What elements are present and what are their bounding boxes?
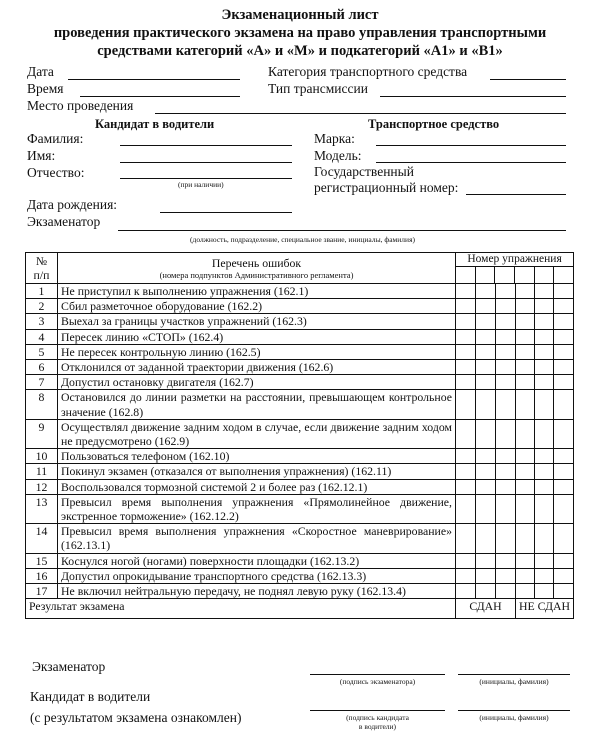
- exercise-mark-cell[interactable]: [535, 314, 554, 329]
- col-num-line2: п/п: [33, 268, 50, 282]
- exercise-mark-cell[interactable]: [476, 299, 496, 314]
- exercise-mark-cell[interactable]: [554, 494, 574, 523]
- name-field[interactable]: [120, 162, 292, 163]
- exercise-mark-cell[interactable]: [456, 584, 476, 599]
- exercise-mark-cell[interactable]: [496, 344, 516, 359]
- exercise-mark-cell[interactable]: [554, 314, 574, 329]
- candidate-initials-caption: (инициалы, фамилия): [479, 713, 549, 722]
- model-field[interactable]: [376, 162, 566, 163]
- examiner-initials-field[interactable]: [458, 674, 570, 675]
- table-row: [26, 479, 574, 494]
- exercise-mark-cell[interactable]: [516, 584, 535, 599]
- exercise-mark-cell[interactable]: [535, 284, 554, 299]
- exercise-mark-cell[interactable]: [535, 449, 554, 464]
- exercise-mark-cell[interactable]: [496, 329, 516, 344]
- row-error-text: Выехал за границы участков упражнений (162.3): [58, 314, 456, 329]
- exercise-mark-cell[interactable]: [456, 524, 476, 553]
- exercise-mark-cell[interactable]: [535, 584, 554, 599]
- exercise-mark-cell[interactable]: [554, 344, 574, 359]
- exercise-mark-cell[interactable]: [476, 375, 496, 390]
- exercise-mark-cell[interactable]: [516, 284, 535, 299]
- examiner-label: Экзаменатор: [27, 214, 101, 229]
- col-num-header: [26, 253, 58, 284]
- sign-candidate-label: Кандидат в водители: [30, 689, 151, 704]
- row-error-text: Покинул экзамен (отказался от выполнения упражнения) (162.11): [58, 464, 456, 479]
- row-number: 3: [26, 314, 58, 329]
- exercise-mark-cell[interactable]: [456, 568, 476, 583]
- exercise-mark-cell[interactable]: [554, 524, 574, 553]
- exercise-mark-cell[interactable]: [476, 494, 496, 523]
- exercise-mark-cell[interactable]: [535, 568, 554, 583]
- brand-field[interactable]: [376, 145, 566, 146]
- examiner-sign-caption: (подпись экзаменатора): [339, 677, 416, 686]
- row-number: 4: [26, 329, 58, 344]
- row-error-text: Превысил время выполнения упражнения «Скоростное маневрирование» (162.13.1): [58, 524, 456, 553]
- birth-date-label: Дата рождения:: [27, 197, 118, 212]
- row-error-text: Превысил время выполнения упражнения «Прямолинейное движение, экстренное торможение» (162.12.2): [58, 494, 456, 523]
- exercise-mark-cell[interactable]: [476, 524, 496, 553]
- exercise-mark-cell[interactable]: [496, 419, 516, 448]
- table-row: [26, 390, 574, 419]
- table-row: [26, 284, 574, 299]
- patronymic-field[interactable]: [120, 178, 292, 179]
- exercise-mark-cell[interactable]: [535, 494, 554, 523]
- exercise-mark-cell[interactable]: [456, 284, 476, 299]
- examiner-signature-field[interactable]: [310, 674, 445, 675]
- row-number: 13: [26, 494, 58, 523]
- exercise-mark-cell[interactable]: [476, 360, 496, 375]
- exercise-mark-cell[interactable]: [554, 360, 574, 375]
- row-error-text: Отклонился от заданной траектории движения (162.6): [58, 360, 456, 375]
- exercise-mark-cell[interactable]: [496, 284, 516, 299]
- row-number: 11: [26, 464, 58, 479]
- exercise-mark-cell[interactable]: [476, 344, 496, 359]
- exercise-mark-cell[interactable]: [496, 568, 516, 583]
- vehicle-category-field[interactable]: [490, 79, 566, 80]
- candidate-heading: Кандидат в водители: [95, 117, 215, 131]
- row-number: 9: [26, 419, 58, 448]
- table-row: [26, 553, 574, 568]
- sign-examiner-label: Экзаменатор: [32, 659, 106, 674]
- result-label: Результат экзамена: [26, 599, 456, 619]
- exercise-mark-cell[interactable]: [456, 419, 476, 448]
- exercise-mark-cell[interactable]: [535, 479, 554, 494]
- result-row: [26, 599, 574, 619]
- exercise-mark-cell[interactable]: [516, 464, 535, 479]
- candidate-sign-caption-1: (подпись кандидата: [346, 713, 409, 722]
- exercise-mark-cell[interactable]: [554, 584, 574, 599]
- exercise-mark-cell[interactable]: [476, 479, 496, 494]
- row-number: 10: [26, 449, 58, 464]
- form-subtitle-line1: проведения практического экзамена на право управления транспортными: [53, 25, 547, 41]
- vehicle-heading: Транспортное средство: [368, 117, 500, 131]
- exercise-mark-cell[interactable]: [516, 553, 535, 568]
- col-exercise-header: [456, 253, 574, 284]
- reg-number-label-1: Государственный: [314, 164, 414, 179]
- date-label: Дата: [27, 64, 54, 79]
- reg-number-field[interactable]: [466, 194, 566, 195]
- reg-number-label-2: регистрационный номер:: [314, 180, 459, 195]
- table-row: [26, 524, 574, 553]
- vehicle-category-label: Категория транспортного средства: [268, 64, 468, 79]
- table-row: [26, 464, 574, 479]
- candidate-initials-field[interactable]: [458, 710, 570, 711]
- name-label: Имя:: [27, 148, 56, 163]
- exercise-mark-cell[interactable]: [554, 390, 574, 419]
- row-error-text: Коснулся ногой (ногами) поверхности площадки (162.13.2): [58, 553, 456, 568]
- exercise-mark-cell[interactable]: [476, 449, 496, 464]
- date-field[interactable]: [68, 79, 240, 80]
- exercise-mark-cell[interactable]: [476, 464, 496, 479]
- exercise-mark-cell[interactable]: [535, 390, 554, 419]
- col-errors-header: [58, 253, 456, 284]
- exercise-mark-cell[interactable]: [496, 314, 516, 329]
- exercise-mark-cell[interactable]: [496, 464, 516, 479]
- table-row: [26, 494, 574, 523]
- location-field[interactable]: [155, 113, 566, 114]
- col-num-line1: №: [35, 253, 48, 268]
- model-label: Модель:: [314, 148, 362, 163]
- exercise-mark-cell[interactable]: [554, 464, 574, 479]
- exercise-mark-cell[interactable]: [516, 524, 535, 553]
- exercise-mark-cell[interactable]: [456, 375, 476, 390]
- exercise-mark-cell[interactable]: [496, 390, 516, 419]
- exercise-mark-cell[interactable]: [554, 329, 574, 344]
- table-row: [26, 314, 574, 329]
- row-number: 17: [26, 584, 58, 599]
- surname-field[interactable]: [120, 145, 292, 146]
- exercise-mark-cell[interactable]: [554, 419, 574, 448]
- exercise-mark-cell[interactable]: [535, 419, 554, 448]
- exercise-mark-cell[interactable]: [516, 375, 535, 390]
- exercise-mark-cell[interactable]: [554, 449, 574, 464]
- exercise-mark-cell[interactable]: [554, 479, 574, 494]
- exercise-mark-cell[interactable]: [496, 584, 516, 599]
- exercise-mark-cell[interactable]: [456, 360, 476, 375]
- candidate-signature-field[interactable]: [310, 710, 445, 711]
- exercise-mark-cell[interactable]: [554, 568, 574, 583]
- exercise-mark-cell[interactable]: [456, 344, 476, 359]
- exercise-mark-cell[interactable]: [516, 314, 535, 329]
- exercise-mark-cell[interactable]: [516, 299, 535, 314]
- exercise-mark-cell[interactable]: [476, 419, 496, 448]
- result-passed[interactable]: СДАН: [456, 599, 516, 619]
- examiner-caption: (должность, подразделение, специальное звание, инициалы, фамилия): [190, 235, 416, 244]
- row-error-text: Не приступил к выполнению упражнения (162.1): [58, 284, 456, 299]
- candidate-sign-caption-2: в водители): [358, 722, 397, 731]
- col-errors-title: Перечень ошибок: [211, 255, 302, 270]
- candidate-acknowledgement: (с результатом экзамена ознакомлен): [30, 710, 242, 725]
- col-errors-subtitle: (номера подпунктов Административного регламента): [159, 270, 354, 281]
- exercise-mark-cell[interactable]: [496, 524, 516, 553]
- table-header-row: [26, 253, 574, 284]
- row-number: 12: [26, 479, 58, 494]
- exercise-mark-cell[interactable]: [516, 568, 535, 583]
- exercise-mark-cell[interactable]: [456, 464, 476, 479]
- exercise-mark-cell[interactable]: [554, 375, 574, 390]
- row-error-text: Допустил остановку двигателя (162.7): [58, 375, 456, 390]
- location-label: Место проведения: [27, 98, 134, 113]
- table-row: [26, 375, 574, 390]
- exercise-mark-cell[interactable]: [476, 329, 496, 344]
- row-error-text: Сбил разметочное оборудование (162.2): [58, 299, 456, 314]
- exercise-mark-cell[interactable]: [456, 299, 476, 314]
- exercise-mark-cell[interactable]: [496, 449, 516, 464]
- exercise-mark-cell[interactable]: [554, 553, 574, 568]
- brand-label: Марка:: [314, 131, 355, 146]
- exercise-mark-cell[interactable]: [535, 344, 554, 359]
- examiner-initials-caption: (инициалы, фамилия): [479, 677, 549, 686]
- exercise-mark-cell[interactable]: [535, 299, 554, 314]
- exercise-mark-cell[interactable]: [456, 449, 476, 464]
- row-error-text: Допустил опрокидывание транспортного средства (162.13.3): [58, 568, 456, 583]
- row-error-text: Пересек линию «СТОП» (162.4): [58, 329, 456, 344]
- transmission-field[interactable]: [380, 96, 566, 97]
- row-error-text: Пользоваться телефоном (162.10): [58, 449, 456, 464]
- exercise-mark-cell[interactable]: [516, 329, 535, 344]
- exercise-mark-cell[interactable]: [496, 553, 516, 568]
- exercise-mark-cell[interactable]: [476, 584, 496, 599]
- exercise-mark-cell[interactable]: [456, 553, 476, 568]
- exercise-mark-cell[interactable]: [516, 419, 535, 448]
- exercise-mark-cell[interactable]: [476, 553, 496, 568]
- exercise-mark-cell[interactable]: [456, 390, 476, 419]
- table-row: [26, 568, 574, 583]
- exercise-mark-cell[interactable]: [476, 284, 496, 299]
- surname-label: Фамилия:: [27, 131, 84, 146]
- row-number: 15: [26, 553, 58, 568]
- exercise-mark-cell[interactable]: [535, 329, 554, 344]
- row-number: 8: [26, 390, 58, 419]
- table-row: [26, 344, 574, 359]
- exercise-mark-cell[interactable]: [554, 284, 574, 299]
- exercise-mark-cell[interactable]: [535, 524, 554, 553]
- exercise-mark-cell[interactable]: [456, 329, 476, 344]
- exercise-mark-cell[interactable]: [476, 314, 496, 329]
- exercise-mark-cell[interactable]: [456, 314, 476, 329]
- row-number: 7: [26, 375, 58, 390]
- exercise-mark-cell[interactable]: [535, 375, 554, 390]
- exercise-mark-cell[interactable]: [535, 553, 554, 568]
- row-number: 1: [26, 284, 58, 299]
- exercise-mark-cell[interactable]: [496, 479, 516, 494]
- exercise-mark-cell[interactable]: [456, 494, 476, 523]
- row-error-text: Воспользовался тормозной системой 2 и более раз (162.12.1): [58, 479, 456, 494]
- table-row: [26, 329, 574, 344]
- exercise-mark-cell[interactable]: [516, 449, 535, 464]
- row-error-text: Не пересек контрольную линию (162.5): [58, 344, 456, 359]
- exercise-mark-cell[interactable]: [516, 479, 535, 494]
- exercise-mark-cell[interactable]: [496, 299, 516, 314]
- row-number: 6: [26, 360, 58, 375]
- time-field[interactable]: [80, 96, 240, 97]
- exercise-mark-cell[interactable]: [535, 360, 554, 375]
- exercise-mark-cell[interactable]: [456, 479, 476, 494]
- col-exercise-title: Номер упражнения: [456, 253, 573, 267]
- form-subtitle-line2: средствами категорий «А» и «М» и подкатегорий «А1» и «В1»: [97, 43, 503, 59]
- patronymic-note: (при наличии): [178, 180, 224, 189]
- exercise-mark-cell[interactable]: [516, 494, 535, 523]
- table-row: [26, 299, 574, 314]
- examiner-field[interactable]: [118, 230, 566, 231]
- table-row: [26, 449, 574, 464]
- patronymic-label: Отчество:: [27, 165, 85, 180]
- row-error-text: Остановился до линии разметки на расстоянии, превышающем контрольное значение (162.8): [58, 390, 456, 419]
- exercise-mark-cell[interactable]: [496, 360, 516, 375]
- table-row: [26, 584, 574, 599]
- exercise-mark-cell[interactable]: [476, 390, 496, 419]
- row-number: 14: [26, 524, 58, 553]
- row-error-text: Осуществлял движение задним ходом в случае, если движение задним ходом не предусмотрено (162.9): [58, 419, 456, 448]
- exercise-mark-cell[interactable]: [554, 299, 574, 314]
- form-title: Экзаменационный лист: [221, 7, 379, 23]
- result-failed[interactable]: НЕ СДАН: [516, 599, 574, 619]
- exercise-mark-cell[interactable]: [516, 360, 535, 375]
- table-row: [26, 360, 574, 375]
- transmission-label: Тип трансмиссии: [268, 81, 368, 96]
- row-number: 5: [26, 344, 58, 359]
- table-row: [26, 419, 574, 448]
- row-number: 16: [26, 568, 58, 583]
- exercise-mark-cell[interactable]: [476, 568, 496, 583]
- exercise-mark-cell[interactable]: [535, 464, 554, 479]
- errors-table: [25, 252, 574, 619]
- exercise-subcols: [456, 267, 573, 283]
- exercise-mark-cell[interactable]: [496, 375, 516, 390]
- exercise-mark-cell[interactable]: [516, 344, 535, 359]
- exercise-mark-cell[interactable]: [516, 390, 535, 419]
- row-number: 2: [26, 299, 58, 314]
- time-label: Время: [27, 81, 64, 96]
- row-error-text: Не включил нейтральную передачу, не поднял левую руку (162.13.4): [58, 584, 456, 599]
- exercise-mark-cell[interactable]: [496, 494, 516, 523]
- birth-date-field[interactable]: [160, 212, 292, 213]
